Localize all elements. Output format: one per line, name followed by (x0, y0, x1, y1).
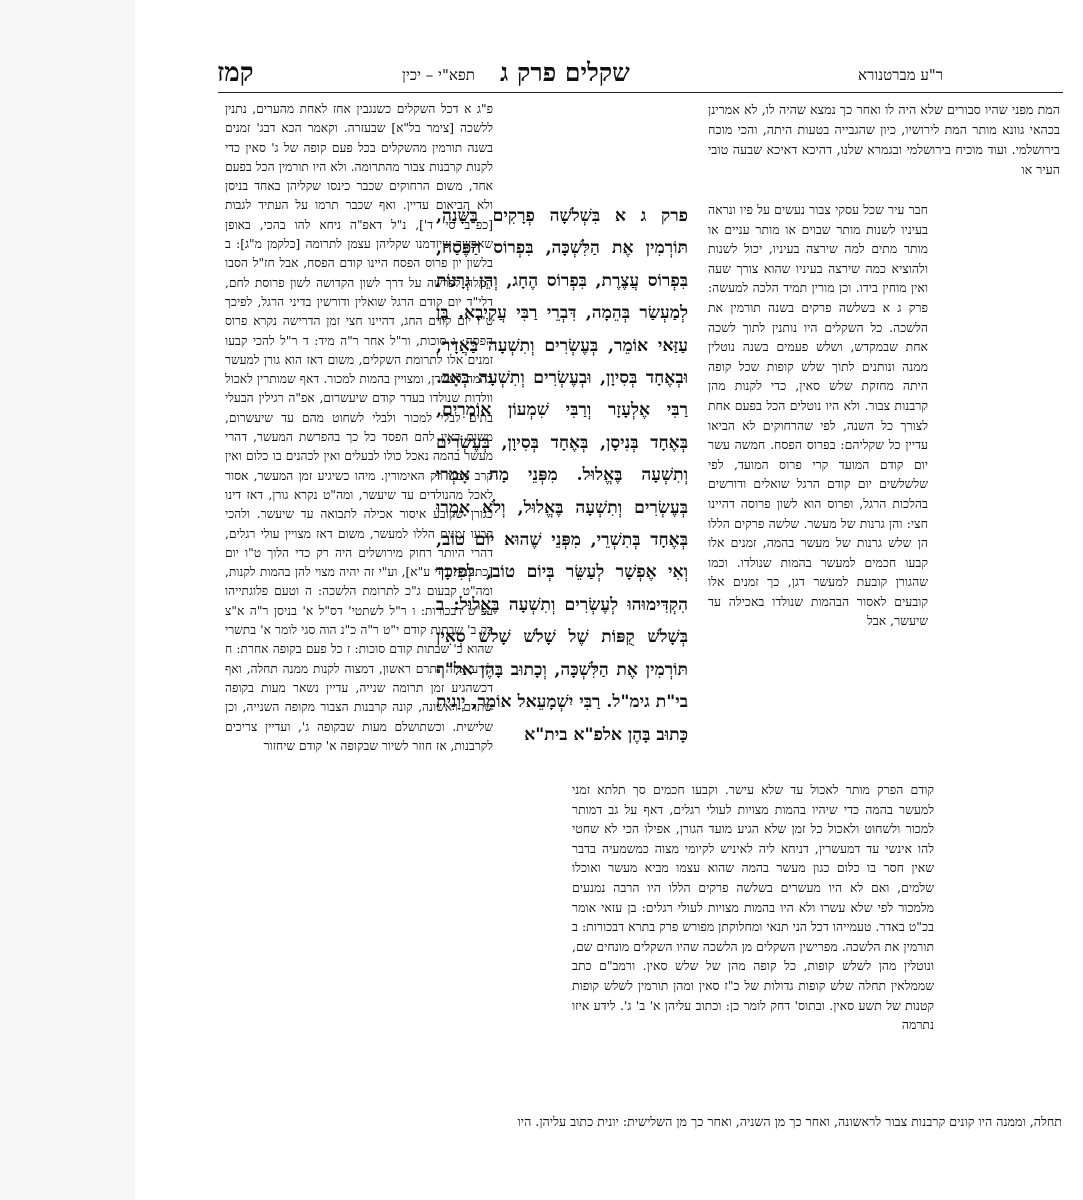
tiferet-text: פ"ג א דכל השקלים כשנגבין אחז לאחת מהערים, נתנין ללשכה [צימר בל"א] שבעזרה. וקאמר הכא דבג' זמנים בשנה תורמין מהשקלים בכל פעם קופה של ג' סאין כדי לקנות קרבנות צבור מהתרומה. ולא היו תורמין הכל בפעם אחד, משום הרחוקים שכבר כינסו שקליהן באחד בניסן ולא הביאום עדיין. ואף שכבר תרמו על העתיד לגבות [כפ"ב סי' ד'], נ"ל דאפ"ה ניחא להו בהכי, באופן שאפשר שיזדמנו שקליהן עצמן לתרומה [כלקמן מ"ג]: ב בלשון יון פרוס הפסח היינו קודם הפסח, אבל חז"ל הסבו המלה לפרשה על דרך לשון הקדושה לשון פרוסת לחם, דלי"ד יום קודם הרגל שואלין ודורשין בדיני הרגל, לפיכך ט"ו יום קודם החג, דהיינו חצי זמן הדרישה נקרא פרוס הפסח: ג סוכות, ור"ל אחר ר"ה מיד: ד ר"ל להכי קבעו זמנים אלו לתרומת השקלים, משום דאז הוא גורן למעשר בהמה לעשרן, ומצויין בהמות למכור. דאף שמותרין לאכול וולדות שנולדו בעדר קודם שיעשרום, אפ"ה רגילין הבעלי בתים לבלי למכור ולבלי לשחוט מהם עד שיעשרום, משום דאין להם הפסד כל כך בהפרשת המעשר, דהרי מעשר בהמה נאכל כולו לבעלים ואין לכהנים בו כלום ואין קרב ממנו רק האימורין. מיהו כשיגיע זמן המעשר, אסור לאכל מהנולדים עד שיעשר, ומה"ט נקרא גורן, דאז דינו כגורן שקובע איסור אכילה לתבואה עד שיעשר. ולהכי קבעו זמנים הללו למעשר, משום דאז מצויין עולי רגלים, דהרי היותר רחוק מירושלים היה רק כדי הלוך ט"ו יום [כתענית ד"י ע"א], וע"י זה יהיה מצוי להן בהמות לקנות, ומה"ט קבעום ג"כ לתרומת הלשכה: ה וטעם פלוגתייהו בפ"ט דבכורות: ו ר"ל לשתטי' דס"ל א' בניסן ר"ה א"צ רק ב' שבתות קודם י"ט ר"ה כ"נ הוה סגי לומר א' בתשרי שהוא כ' שבתות קודם סוכות: ז כל פעם בקופה אחרת: ח לידע איזה נתרם ראשון, דמצוה לקנות ממנה תחלה, ואף דכשהגיע זמן תרומה שנייה, עדיין נשאר מעות בקופה שתרם ראשונה, קונה קרבנות הצבור מקופה השנייה, וכן שלישית. וכשתושלם מעות שבקופה ג', ועדיין צריכים לקרבנות, אז חוזר לשיור שבקופה א' קודם שיחזור (225, 102, 493, 753)
bartenura-bottom-text: תחלה, וממנה היו קונים קרבנות צבור לראשונה, ואחר כך מן השניה, ואחר כך מן השלישית: יונית כתוב עליהן. היו (517, 1114, 1062, 1129)
bartenura-top-text: המת מפני שהיו סבורים שלא היה לו ואחר כך נמצא שהיה לו, לא אמרינן בכהאי גוונא מותר המת לירושיו, כיון שהגבייה בטעות היתה, והכי מוכח בירושלמי. ועוד מוכיח בירושלמי ובגמרא שלנו, דהיכא דאיכא שבעה טובי העיר או (708, 102, 1060, 177)
scan-margin (0, 0, 135, 1200)
mishnah-text: פרק ג א בִּשְׁלֹשָׁה פְרָקִים בַּשָּׁנָה, תּוֹרְמִין אֶת הַלִּשְׁכָּה, בִּפְרוֹס הַפֶּסַח, בִּפְרוֹס עֲצֶרֶת, בִּפְרוֹס הֶחָג, וְהֵן גְּרָנוֹת לְמַעְשַׂר בְּהֵמָה, דִּבְרֵי רַבִּי עֲקִיבָא. בֶּן עַזַּאי אוֹמֵר, בְּעֶשְׂרִים וְתִשְׁעָה בַּאֲדָר, וּבְאֶחָד בְּסִיוָן, וּבְעֶשְׂרִים וְתִשְׁעָה בְּאָב. רַבִּי אֶלְעָזָר וְרַבִּי שִׁמְעוֹן אוֹמְרִים, בְּאֶחָד בְּנִיסָן, בְּאֶחָד בְּסִיוָן, בְּעֶשְׂרִים וְתִשְׁעָה בֶּאֱלוּל. מִפְּנֵי מָה אָמְרוּ בְּעֶשְׂרִים וְתִשְׁעָה בֶּאֱלוּל, וְלֹא אָמְרוּ בְּאֶחָד בְּתִשְׁרֵי, מִפְּנֵי שֶׁהוּא יוֹם טוֹב, וְאִי אֶפְשָׁר לְעַשֵּׂר בְּיוֹם טוֹב, לְפִיכָךְ הִקְדִּימוּהוּ לְעֶשְׂרִים וְתִשְׁעָה בֶּאֱלוּל: ב בְּשָׁלֹשׁ קֻפּוֹת שֶׁל שָׁלֹשׁ שָׁלֹשׁ סְאִין תּוֹרְמִין אֶת הַלִּשְׁכָּה, וְכָתוּב בָּהֶן אל"ף בי"ת גימ"ל. רַבִּי יִשְׁמָעֵאל אוֹמֵר, יְוָנִית כָּתוּב בָּהֶן אלפ"א בית"א (436, 206, 688, 745)
talmud-page (140, 0, 1083, 1200)
bartenura-lower-text: קודם הפרק מותר לאכול עד שלא עישר. וקבעו חכמים סך תלתא זמני למעשר בהמה כדי שיהיו בהמות מצויות לעולי רגלים, דאף על גב דמותר למכור ולשחוט ולאכול כל זמן שלא הגיע מועד הגורן, אפילו הכי לא שחטי להו אינשי עד דמעשרין, דניחא ליה לאיניש לקיומי מצוה כמשמעיה בדבר שאין חסר בו כלום כגון מעשר בהמה שהוא עצמו מביא מעשר ואוכלו שלמים, ואם לא היו מעשרים בשלשה פרקים הללו היו הרבה נמנעים מלמכור לפי שלא עשרו ולא היו בהמות מצויות לעולי רגלים: בן עזאי אומר בכ"ט באדר. טעמייהו דכל הני תנאי ומחלוקתן מפורש פרק בתרא דבכורות: ב תורמין את הלשכה. מפרישין השקלים מן הלשכה שהיו השקלים מונחים שם, ונוטלין מהן לשלש קופות, כל קופה מהן של שלש סאין. ורמב"ם כתב שממלאין תחלה שלש קופות גדולות של כ"ז סאין ומהן תורמין לשלש קופות קטנות של תשע סאין. ובתוס' דחק לומר כן: וכתוב עליהן א' ב' ג'. לידע איזו נתרמה (572, 782, 934, 1033)
commentary-name: ר"ע מברטנורא (858, 66, 944, 84)
folio-number: קמז (217, 58, 254, 88)
bartenura-top (708, 100, 1060, 200)
bartenura-cont-text: חבר עיר שכל עסקי צבור נעשים על פיו ונראה בעיניו לשנות מותר שבוים או מותר עניים או מותר מתים למה שירצה בעיניו, יכול לשנות ולהוציא כמה שירצה בעיניו שהוא צורך שעה ואין מוחין בידו. וכן מורין תמיד הלכה למעשה: פרק ג א בשלשה פרקים בשנה תורמין את הלשכה. כל השקלים היו נותנין לתוך לשכה אחת שבמקדש, ושלש פעמים בשנה נוטלין ממנה ונותנים לתוך שלש קופות שכל קופה היתה מחזקת שלש סאין, כדי לקנות מהן קרבנות צבור. ולא היו נוטלים הכל בפעם אחת לצורך כל השנה, לפי שהרחוקים לא הביאו עדיין כל שקליהם: בפרוס הפסח. חמשה עשר יום קודם המועד קרי פרוס המועד, לפי שלשלשים יום קודם הרגל שואלים ודורשים בהלכות הרגל, ופרוס הוא לשון פרוסה דהיינו חצי: והן גרנות של מעשר. שלשה פרקים הללו הן שלש גרנות של מעשר בהמה, זמנים אלו קבעו חכמים למעשר בהמות שנולדו. וכמו שהגורן קובעת למעשר דגן, כך זמנים אלו קובעים לאסור הבהמות שנולדו באכילה עד שיעשר, אבל (708, 202, 928, 629)
mishnah-text-block (436, 200, 688, 818)
header-divider (218, 92, 1063, 93)
tractate-title: שקלים פרק ג (500, 58, 630, 87)
commentary-range: תפא"י – יכין (402, 66, 475, 84)
bartenura-lower (572, 780, 934, 1108)
bartenura-column (708, 200, 928, 780)
bartenura-bottom (222, 1112, 1062, 1160)
